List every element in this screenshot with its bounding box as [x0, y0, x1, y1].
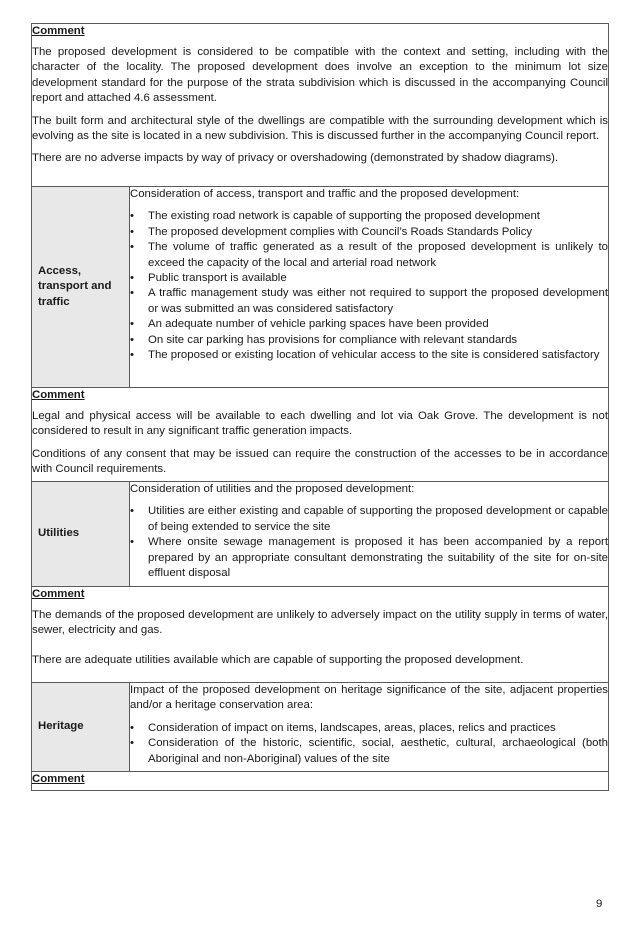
criteria-list [130, 721, 608, 767]
criteria-row-access [32, 187, 609, 388]
assessment-table [31, 23, 609, 791]
list-item: • Consideration of the historic, scientific, social, aesthetic, cultural, archaeological (both Aboriginal and non-Aboriginal) values of the site [130, 736, 608, 767]
criteria-intro: Impact of the proposed development on heritage significance of the site, adjacent properties and/or a heritage conservation area: [130, 684, 608, 712]
criteria-label-cell [32, 683, 130, 772]
comment-paragraph: There are adequate utilities available which are capable of supporting the proposed development. [32, 653, 524, 666]
list-item: • The proposed development complies with Council’s Roads Standards Policy [130, 225, 608, 240]
comment-paragraph: Conditions of any consent that may be issued can require the construction of the accesses to be in accordance with Council requirements. [32, 447, 608, 476]
comment-row [32, 388, 609, 482]
list-item: • Public transport is available [130, 271, 608, 286]
criteria-intro: Consideration of utilities and the proposed development: [130, 483, 415, 495]
list-item: • Utilities are either existing and capable of supporting the proposed development or capable of being extended to service the site [130, 504, 608, 535]
comment-cell [32, 772, 609, 791]
list-item: • Where onsite sewage management is proposed it has been accompanied by a report prepared by an appropriate consultant demonstrating the suitability of the site for on-site effluent disposal [130, 535, 608, 581]
page-number: 9 [596, 898, 603, 910]
comment-heading: Comment [32, 773, 85, 785]
list-item: • Consideration of impact on items, landscapes, areas, places, relics and practices [130, 721, 608, 736]
comment-cell [32, 388, 609, 482]
comment-heading: Comment [32, 25, 85, 37]
comment-paragraph: The built form and architectural style of the dwellings are compatible with the surrounding development which is evolving as the site is located in a new subdivision. This is discussed further in the accompanying Council report. [32, 114, 608, 143]
criteria-label: Utilities [38, 527, 80, 540]
criteria-label-cell [32, 187, 130, 388]
criteria-content-cell [130, 187, 609, 388]
comment-row [32, 587, 609, 683]
list-item: • The proposed or existing location of vehicular access to the site is considered satisfactory [130, 348, 608, 363]
comment-heading: Comment [32, 588, 85, 600]
list-item: • The volume of traffic generated as a result of the proposed development is unlikely to exceed the capacity of the local and arterial road network [130, 240, 608, 271]
comment-heading: Comment [32, 389, 85, 401]
comment-cell [32, 587, 609, 683]
list-item: • The existing road network is capable of supporting the proposed development [130, 209, 608, 224]
criteria-label: Heritage [38, 720, 84, 733]
criteria-label: Access, transport and traffic [38, 264, 112, 308]
criteria-list [130, 209, 608, 363]
comment-paragraph: The demands of the proposed development are unlikely to adversely impact on the utility supply in terms of water, sewer, electricity and gas. [32, 609, 608, 637]
criteria-content-cell [130, 482, 609, 587]
comment-paragraph: There are no adverse impacts by way of privacy or overshadowing (demonstrated by shadow diagrams). [32, 152, 559, 165]
comment-row [32, 24, 609, 187]
list-item: • On site car parking has provisions for compliance with relevant standards [130, 333, 608, 348]
comment-paragraph: Legal and physical access will be available to each dwelling and lot via Oak Grove. The development is not considered to result in any significant traffic generation impacts. [32, 410, 608, 438]
comment-row [32, 772, 609, 791]
criteria-list [130, 504, 608, 581]
comment-paragraph: The proposed development is considered to be compatible with the context and setting, including with the character of the locality. The proposed development does involve an exception to the minimum lot size development standard for the purpose of the strata subdivision which is discussed in the accompanying Council report and attached 4.6 assessment. [32, 46, 608, 105]
criteria-intro: Consideration of access, transport and traffic and the proposed development: [130, 188, 520, 200]
criteria-row-utilities [32, 482, 609, 587]
criteria-content-cell [130, 683, 609, 772]
comment-cell [32, 24, 609, 187]
list-item: • A traffic management study was either not required to support the proposed development or was submitted an was considered satisfactory [130, 286, 608, 317]
criteria-label-cell [32, 482, 130, 587]
criteria-row-heritage [32, 683, 609, 772]
list-item: • An adequate number of vehicle parking spaces have been provided [130, 317, 608, 332]
